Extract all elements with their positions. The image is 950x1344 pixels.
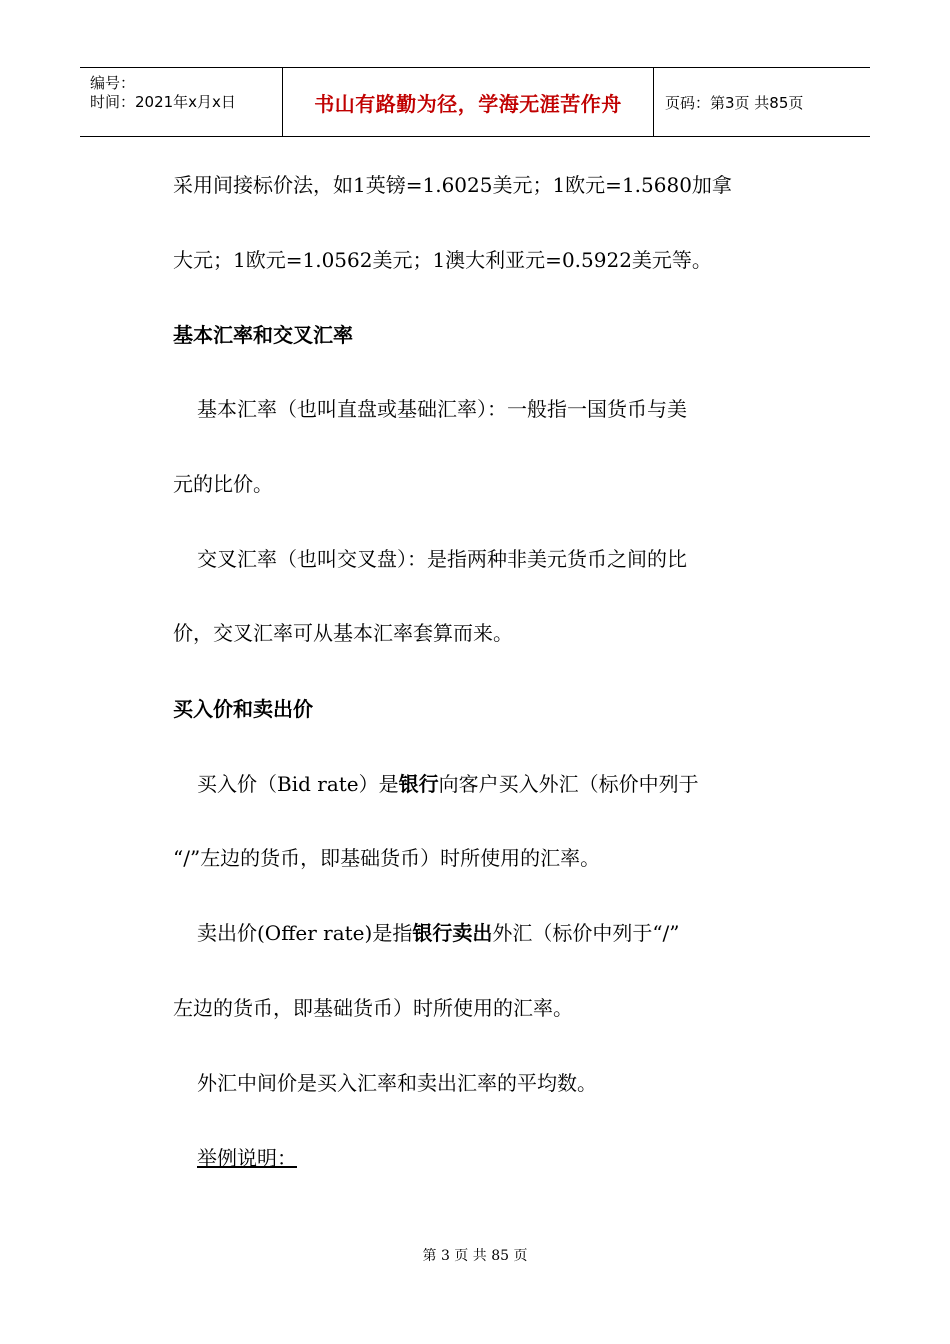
example-label: 举例说明： <box>197 1146 297 1170</box>
paragraph-line <box>197 772 699 796</box>
page-footer: 第 3 页 共 85 页 <box>422 1248 528 1264</box>
text-run: 卖出价(Offer rate)是指 <box>197 921 413 945</box>
bold-text-run: 银行卖出 <box>412 921 493 945</box>
paragraph-line: 大元；1欧元=1.0562美元；1澳大利亚元=0.5922美元等。 <box>173 248 712 272</box>
paragraph-line: 交叉汇率（也叫交叉盘）：是指两种非美元货币之间的比 <box>197 547 687 571</box>
paragraph-line: 元的比价。 <box>173 472 273 496</box>
paragraph-line: 采用间接标价法，如1英镑=1.6025美元；1欧元=1.5680加拿 <box>173 173 732 197</box>
header-page-info: 页码：第3页 共85页 <box>665 93 804 112</box>
header-motto: 书山有路勤为径，学海无涯苦作舟 <box>314 91 622 116</box>
header-info-cell <box>80 68 283 136</box>
section-heading: 基本汇率和交叉汇率 <box>173 323 353 347</box>
header-number: 编号： <box>90 74 136 92</box>
header-motto-cell <box>283 68 654 136</box>
paragraph-line: “/”左边的货币，即基础货币）时所使用的汇率。 <box>173 846 601 870</box>
page-header <box>80 67 870 137</box>
paragraph-line: 基本汇率（也叫直盘或基础汇率）：一般指一国货币与美 <box>197 397 687 421</box>
header-time: 时间：2021年x月x日 <box>90 93 236 111</box>
text-run: 买入价（Bid rate）是 <box>197 772 399 796</box>
paragraph-line: 左边的货币，即基础货币）时所使用的汇率。 <box>173 996 573 1020</box>
text-run: 外汇（标价中列于“/” <box>492 921 680 945</box>
section-heading: 买入价和卖出价 <box>173 697 313 721</box>
paragraph-line: 外汇中间价是买入汇率和卖出汇率的平均数。 <box>197 1071 597 1095</box>
header-page-cell <box>654 68 870 136</box>
paragraph-line: 价，交叉汇率可从基本汇率套算而来。 <box>173 621 513 645</box>
paragraph-line <box>197 921 680 945</box>
text-run: 向客户买入外汇（标价中列于 <box>438 772 699 796</box>
bold-text-run: 银行 <box>398 772 439 796</box>
